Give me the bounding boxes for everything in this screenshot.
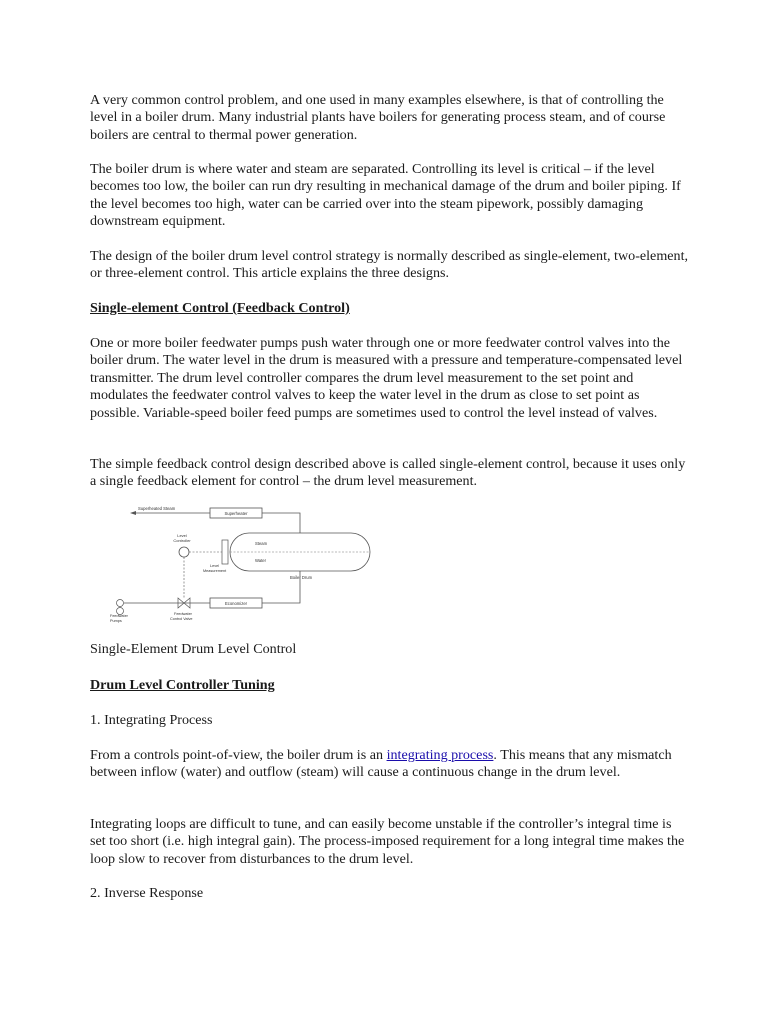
label-feedwater-pumps-2: Pumps — [110, 619, 122, 623]
pump-icon — [117, 600, 124, 607]
steam-arrow — [130, 511, 136, 515]
drum-level-diagram — [110, 500, 382, 626]
label-economizer: Economizer — [224, 601, 248, 606]
label-steam: Steam — [255, 541, 268, 546]
label-level-measurement-1: Level — [210, 564, 220, 568]
text-after-link: . This means that any mismatch between inflow (water) and outflow (steam) will cause a continuous change in the drum level. — [90, 747, 672, 781]
level-controller-circle — [179, 547, 189, 557]
paragraph-integrating-loops: Integrating loops are difficult to tune, and can easily become unstable if the controller’s integral time is set too short (i.e. high integral gain). The process-imposed requirement for a long integral time makes the loop slow to recover from disturbances to the drum level. — [90, 816, 685, 867]
heading-tuning: Drum Level Controller Tuning — [90, 677, 275, 693]
superheater-line — [262, 513, 300, 533]
paragraph-integrating — [90, 747, 690, 782]
heading-single-element: Single-element Control (Feedback Control) — [90, 300, 350, 316]
text-before-link: From a controls point-of-view, the boiler drum is an — [90, 747, 387, 763]
label-level: Level — [177, 533, 187, 538]
level-transmitter — [222, 540, 228, 564]
label-level-measurement-2: Measurement — [203, 569, 227, 573]
paragraph-feedwater: One or more boiler feedwater pumps push water through one or more feedwater control valves into the boiler drum. The water level in the drum is measured with a pressure and temperature-compensated level transmitter. The drum level controller compares the drum level measurement to the set point and modulates the feedwater control valves to keep the water level in the drum as close to set point as possible. Variable-speed boiler feed pumps are sometimes used to control the level instead of valves. — [90, 335, 683, 421]
paragraph-single-element: The simple feedback control design described above is called single-element control, because it uses only a single feedback element for control – the drum level measurement. — [90, 456, 686, 490]
paragraph-boiler-drum: The boiler drum is where water and steam are separated. Controlling its level is critical – if the level becomes too low, the boiler can run dry resulting in mechanical damage of the drum and boiler piping. If the level becomes too high, water can be carried over into the steam pipework, possibly damaging downstream equipment. — [90, 161, 681, 230]
paragraph-design: The design of the boiler drum level control strategy is normally described as single-element, two-element, or three-element control. This article explains the three designs. — [90, 248, 689, 282]
label-water: Water — [255, 558, 267, 563]
label-controller: Controller — [173, 538, 191, 543]
list-item-integrating: 1. Integrating Process — [90, 712, 213, 728]
label-feedwater-valve-2: Control Valve — [170, 617, 193, 621]
paragraph-intro: A very common control problem, and one used in many examples elsewhere, is that of controlling the level in a boiler drum. Many industrial plants have boilers for generating process steam, and of course boilers are central to thermal power generation. — [90, 92, 666, 143]
integrating-process-link[interactable]: integrating process — [386, 747, 494, 763]
label-boiler-drum: Boiler Drum — [290, 575, 313, 580]
list-item-inverse: 2. Inverse Response — [90, 885, 204, 901]
label-superheated-steam: Superheated Steam — [138, 506, 176, 511]
label-superheater: Superheater — [224, 511, 248, 516]
label-feedwater-valve-1: Feedwater — [174, 612, 192, 616]
figure-caption: Single-Element Drum Level Control — [90, 641, 297, 657]
label-feedwater-pumps-1: Feedwater — [110, 614, 128, 618]
